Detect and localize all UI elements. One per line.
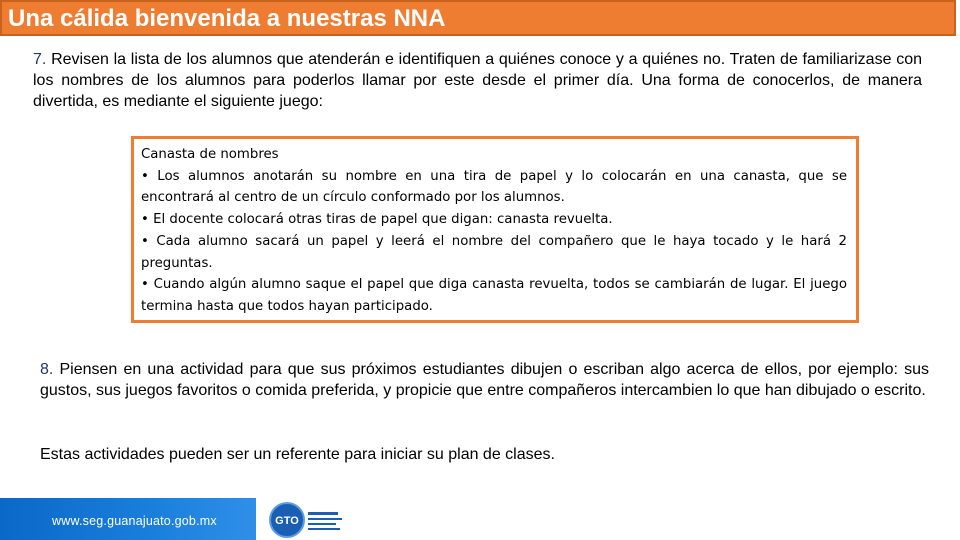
footer-bar xyxy=(0,498,256,540)
box-bullet: • Los alumnos anotarán su nombre en una tira de papel y lo colocarán en una canasta, que se encontrará al centro de un círculo conformado por los alumnos. xyxy=(141,168,847,206)
paragraph-item-7 xyxy=(33,49,922,112)
box-bullet: • Cada alumno sacará un papel y leerá el nombre del compañero que le haya tocado y le hará 2 preguntas. xyxy=(141,233,847,271)
logo-lettering: GTO xyxy=(275,515,299,527)
gto-logo-icon xyxy=(260,500,350,540)
closing-paragraph: Estas actividades pueden ser un referente para iniciar su plan de clases. xyxy=(40,446,555,463)
item-text: Revisen la lista de los alumnos que atenderán e identifiquen a quiénes conoce y a quiénes no. Traten de familiarizase con los nombres de los alumnos para poderlos llamar por este desde el primer día. Una forma de conocerlos, de manera divertida, es mediante el siguiente juego: xyxy=(33,51,922,110)
footer-url-link[interactable]: www.seg.guanajuato.gob.mx xyxy=(52,514,217,528)
box-bullet: • El docente colocará otras tiras de papel que digan: canasta revuelta. xyxy=(141,212,613,228)
page-title: Una cálida bienvenida a nuestras NNA xyxy=(8,5,446,32)
item-number: 8. xyxy=(40,361,54,378)
gto-logo xyxy=(260,500,350,540)
title-bar xyxy=(0,0,956,36)
box-title: Canasta de nombres xyxy=(141,147,279,162)
box-bullet: • Cuando algún alumno saque el papel que diga canasta revuelta, todos se cambiarán de lugar. El juego termina hasta que todos hayan participado. xyxy=(141,277,847,314)
item-text: Piensen en una actividad para que sus próximos estudiantes dibujen o escriban algo acerca de ellos, por ejemplo: sus gustos, sus juegos favoritos o comida preferida, y propicie que entre compañeros intercambien lo que han dibujado o escrito. xyxy=(40,361,929,399)
item-number: 7. xyxy=(33,51,47,68)
paragraph-item-8 xyxy=(40,359,929,401)
game-instructions-box xyxy=(131,136,859,323)
